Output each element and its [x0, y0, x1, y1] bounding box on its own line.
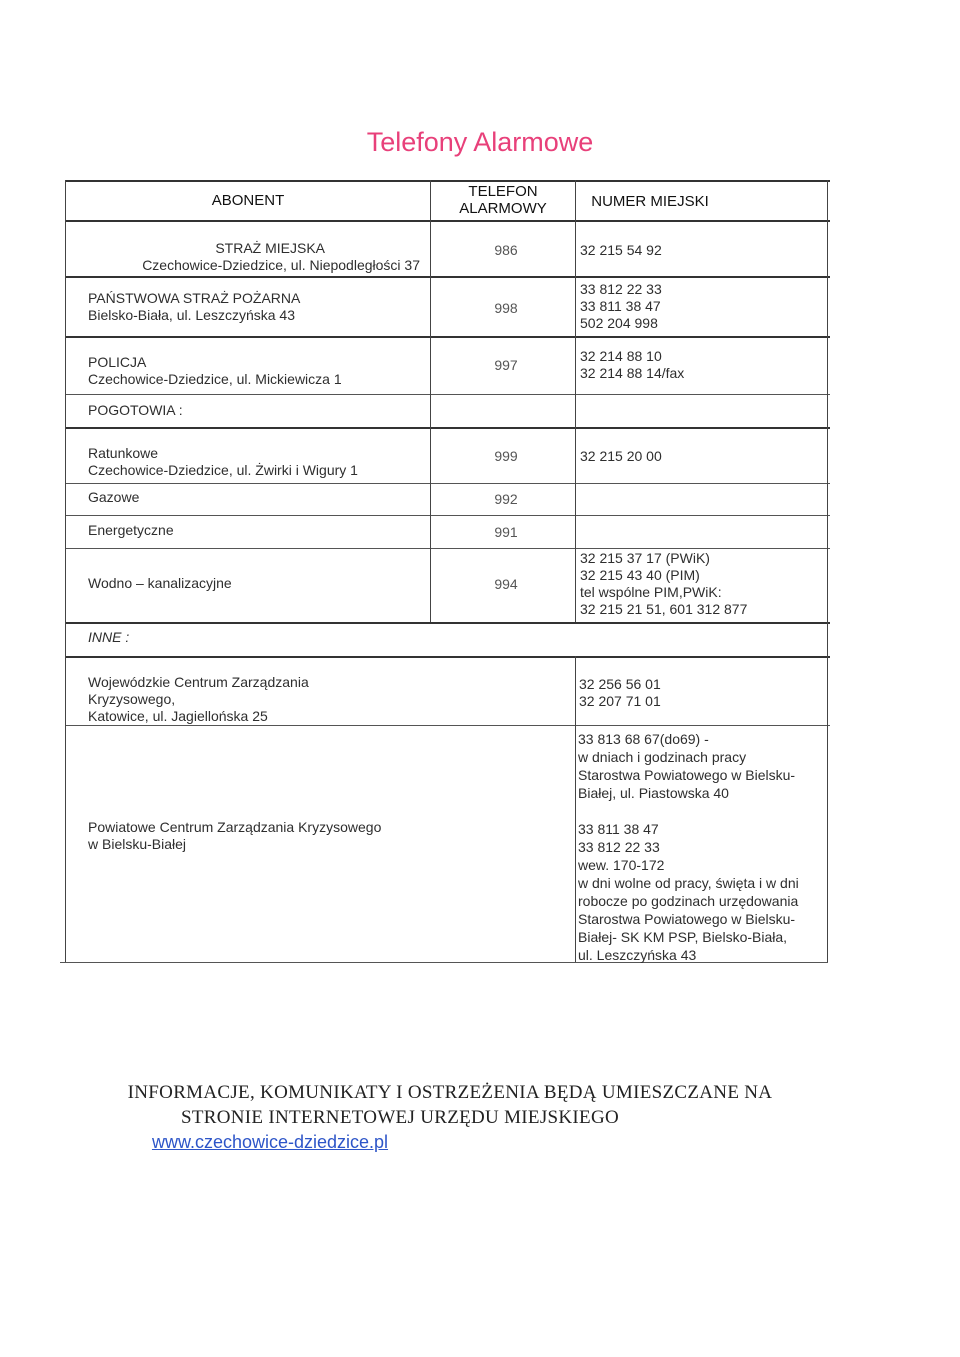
ratunkowe-name: Ratunkowe: [88, 445, 159, 461]
policja-name: POLICJA: [88, 354, 147, 370]
wczk-name-line: Wojewódzkie Centrum Zarządzania: [88, 674, 309, 690]
pczk-line: Starostwa Powiatowego w Bielsku-: [578, 767, 796, 783]
pczk-block-offhours: [578, 820, 799, 964]
wczk-name-line: Katowice, ul. Jagiellońska 25: [88, 708, 268, 724]
straz-miejska-number: 32 215 54 92: [580, 242, 662, 258]
straz-miejska-address: Czechowice-Dziedzice, ul. Niepodległości 37: [142, 257, 420, 273]
row-separator: [66, 548, 830, 549]
section-separator: [66, 656, 830, 658]
ratunkowe-number: 32 215 20 00: [580, 448, 662, 464]
wodno-number: tel wspólne PIM,PWiK:: [580, 584, 722, 600]
row-separator: [66, 515, 830, 516]
table-border-right: [827, 180, 828, 962]
wodno-name: Wodno – kanalizacyjne: [88, 575, 232, 591]
header-separator: [66, 220, 830, 222]
footer-notice: [60, 1080, 840, 1130]
wczk-number: 32 207 71 01: [579, 693, 661, 709]
page-title: Telefony Alarmowe: [366, 127, 594, 157]
policja-cell: [88, 354, 342, 388]
psp-numbers: [580, 281, 662, 332]
ratunkowe-code: 999: [494, 448, 518, 464]
pczk-name-line: Powiatowe Centrum Zarządzania Kryzysowego: [88, 819, 382, 835]
policja-number: 32 214 88 10: [580, 348, 662, 364]
pczk-line: Białej, ul. Piastowska 40: [578, 785, 729, 801]
pczk-line: Starostwa Powiatowego w Bielsku-: [578, 911, 796, 927]
straz-miejska-cell: [80, 240, 420, 274]
policja-code: 997: [494, 357, 518, 373]
psp-address: Bielsko-Biała, ul. Leszczyńska 43: [88, 307, 295, 323]
pczk-line: 33 813 68 67(do69) -: [578, 731, 709, 747]
psp-cell: [88, 290, 300, 324]
section-separator: [66, 427, 830, 429]
straz-miejska-name: STRAŻ MIEJSKA: [215, 240, 325, 256]
wczk-number: 32 256 56 01: [579, 676, 661, 692]
header-telefon-line1: TELEFON: [468, 183, 538, 200]
energetyczne-code: 991: [494, 524, 518, 540]
pczk-name-line: w Bielsku-Białej: [88, 836, 187, 852]
wczk-cell: [88, 674, 309, 725]
psp-number: 502 204 998: [580, 315, 658, 331]
wczk-numbers: [579, 676, 661, 710]
alarm-phones-table: [60, 180, 830, 965]
pczk-line: ul. Leszczyńska 43: [578, 947, 697, 963]
section-separator: [66, 622, 830, 624]
pogotowia-label: POGOTOWIA :: [88, 402, 183, 418]
row-separator: [66, 394, 830, 395]
wczk-name-line: Kryzysowego,: [88, 691, 176, 707]
policja-numbers: [580, 348, 684, 382]
psp-name: PAŃSTWOWA STRAŻ POŻARNA: [88, 290, 301, 306]
pczk-line: w dniach i godzinach pracy: [578, 749, 747, 765]
policja-number: 32 214 88 14/fax: [580, 365, 685, 381]
row-separator: [66, 336, 830, 338]
footer-line: STRONIE INTERNETOWEJ URZĘDU MIEJSKIEGO: [181, 1107, 619, 1128]
pczk-cell: [88, 819, 381, 853]
pczk-line: wew. 170-172: [578, 857, 665, 873]
psp-code: 998: [494, 300, 518, 316]
wodno-number: 32 215 37 17 (PWiK): [580, 550, 710, 566]
pczk-line: Białej- SK KM PSP, Bielsko-Biała,: [578, 929, 788, 945]
gazowe-name: Gazowe: [88, 489, 140, 505]
psp-number: 33 812 22 33: [580, 281, 662, 297]
ratunkowe-address: Czechowice-Dziedzice, ul. Żwirki i Wigury 1: [88, 462, 358, 478]
energetyczne-name: Energetyczne: [88, 522, 174, 538]
header-numer: NUMER MIEJSKI: [591, 193, 709, 210]
ratunkowe-cell: [88, 445, 358, 479]
header-telefon-line2: ALARMOWY: [459, 200, 547, 217]
table-border-left: [65, 180, 66, 962]
wodno-number: 32 215 43 40 (PIM): [580, 567, 700, 583]
row-separator: [66, 483, 830, 484]
header-telefon: [431, 183, 575, 217]
policja-address: Czechowice-Dziedzice, ul. Mickiewicza 1: [88, 371, 342, 387]
table-border-top: [66, 180, 830, 182]
gazowe-code: 992: [494, 491, 518, 507]
inne-label: INNE :: [88, 629, 130, 645]
wodno-number: 32 215 21 51, 601 312 877: [580, 601, 748, 617]
pczk-block-workhours: [578, 730, 795, 802]
row-separator: [66, 725, 830, 726]
pczk-line: 33 812 22 33: [578, 839, 660, 855]
psp-number: 33 811 38 47: [580, 298, 661, 314]
wodno-numbers: [580, 550, 747, 618]
col-separator: [575, 656, 576, 962]
footer-line: INFORMACJE, KOMUNIKATY I OSTRZEŻENIA BĘDĄ UMIESZCZANE NA: [127, 1082, 773, 1103]
pczk-line: w dni wolne od pracy, święta i w dni: [578, 875, 799, 891]
pczk-line: 33 811 38 47: [578, 821, 659, 837]
header-abonent: ABONENT: [211, 192, 285, 209]
row-separator: [66, 276, 830, 278]
pczk-line: robocze po godzinach urzędowania: [578, 893, 799, 909]
straz-miejska-code: 986: [494, 242, 518, 258]
wodno-code: 994: [494, 576, 518, 592]
website-link[interactable]: www.czechowice-dziedzice.pl: [151, 1132, 389, 1152]
